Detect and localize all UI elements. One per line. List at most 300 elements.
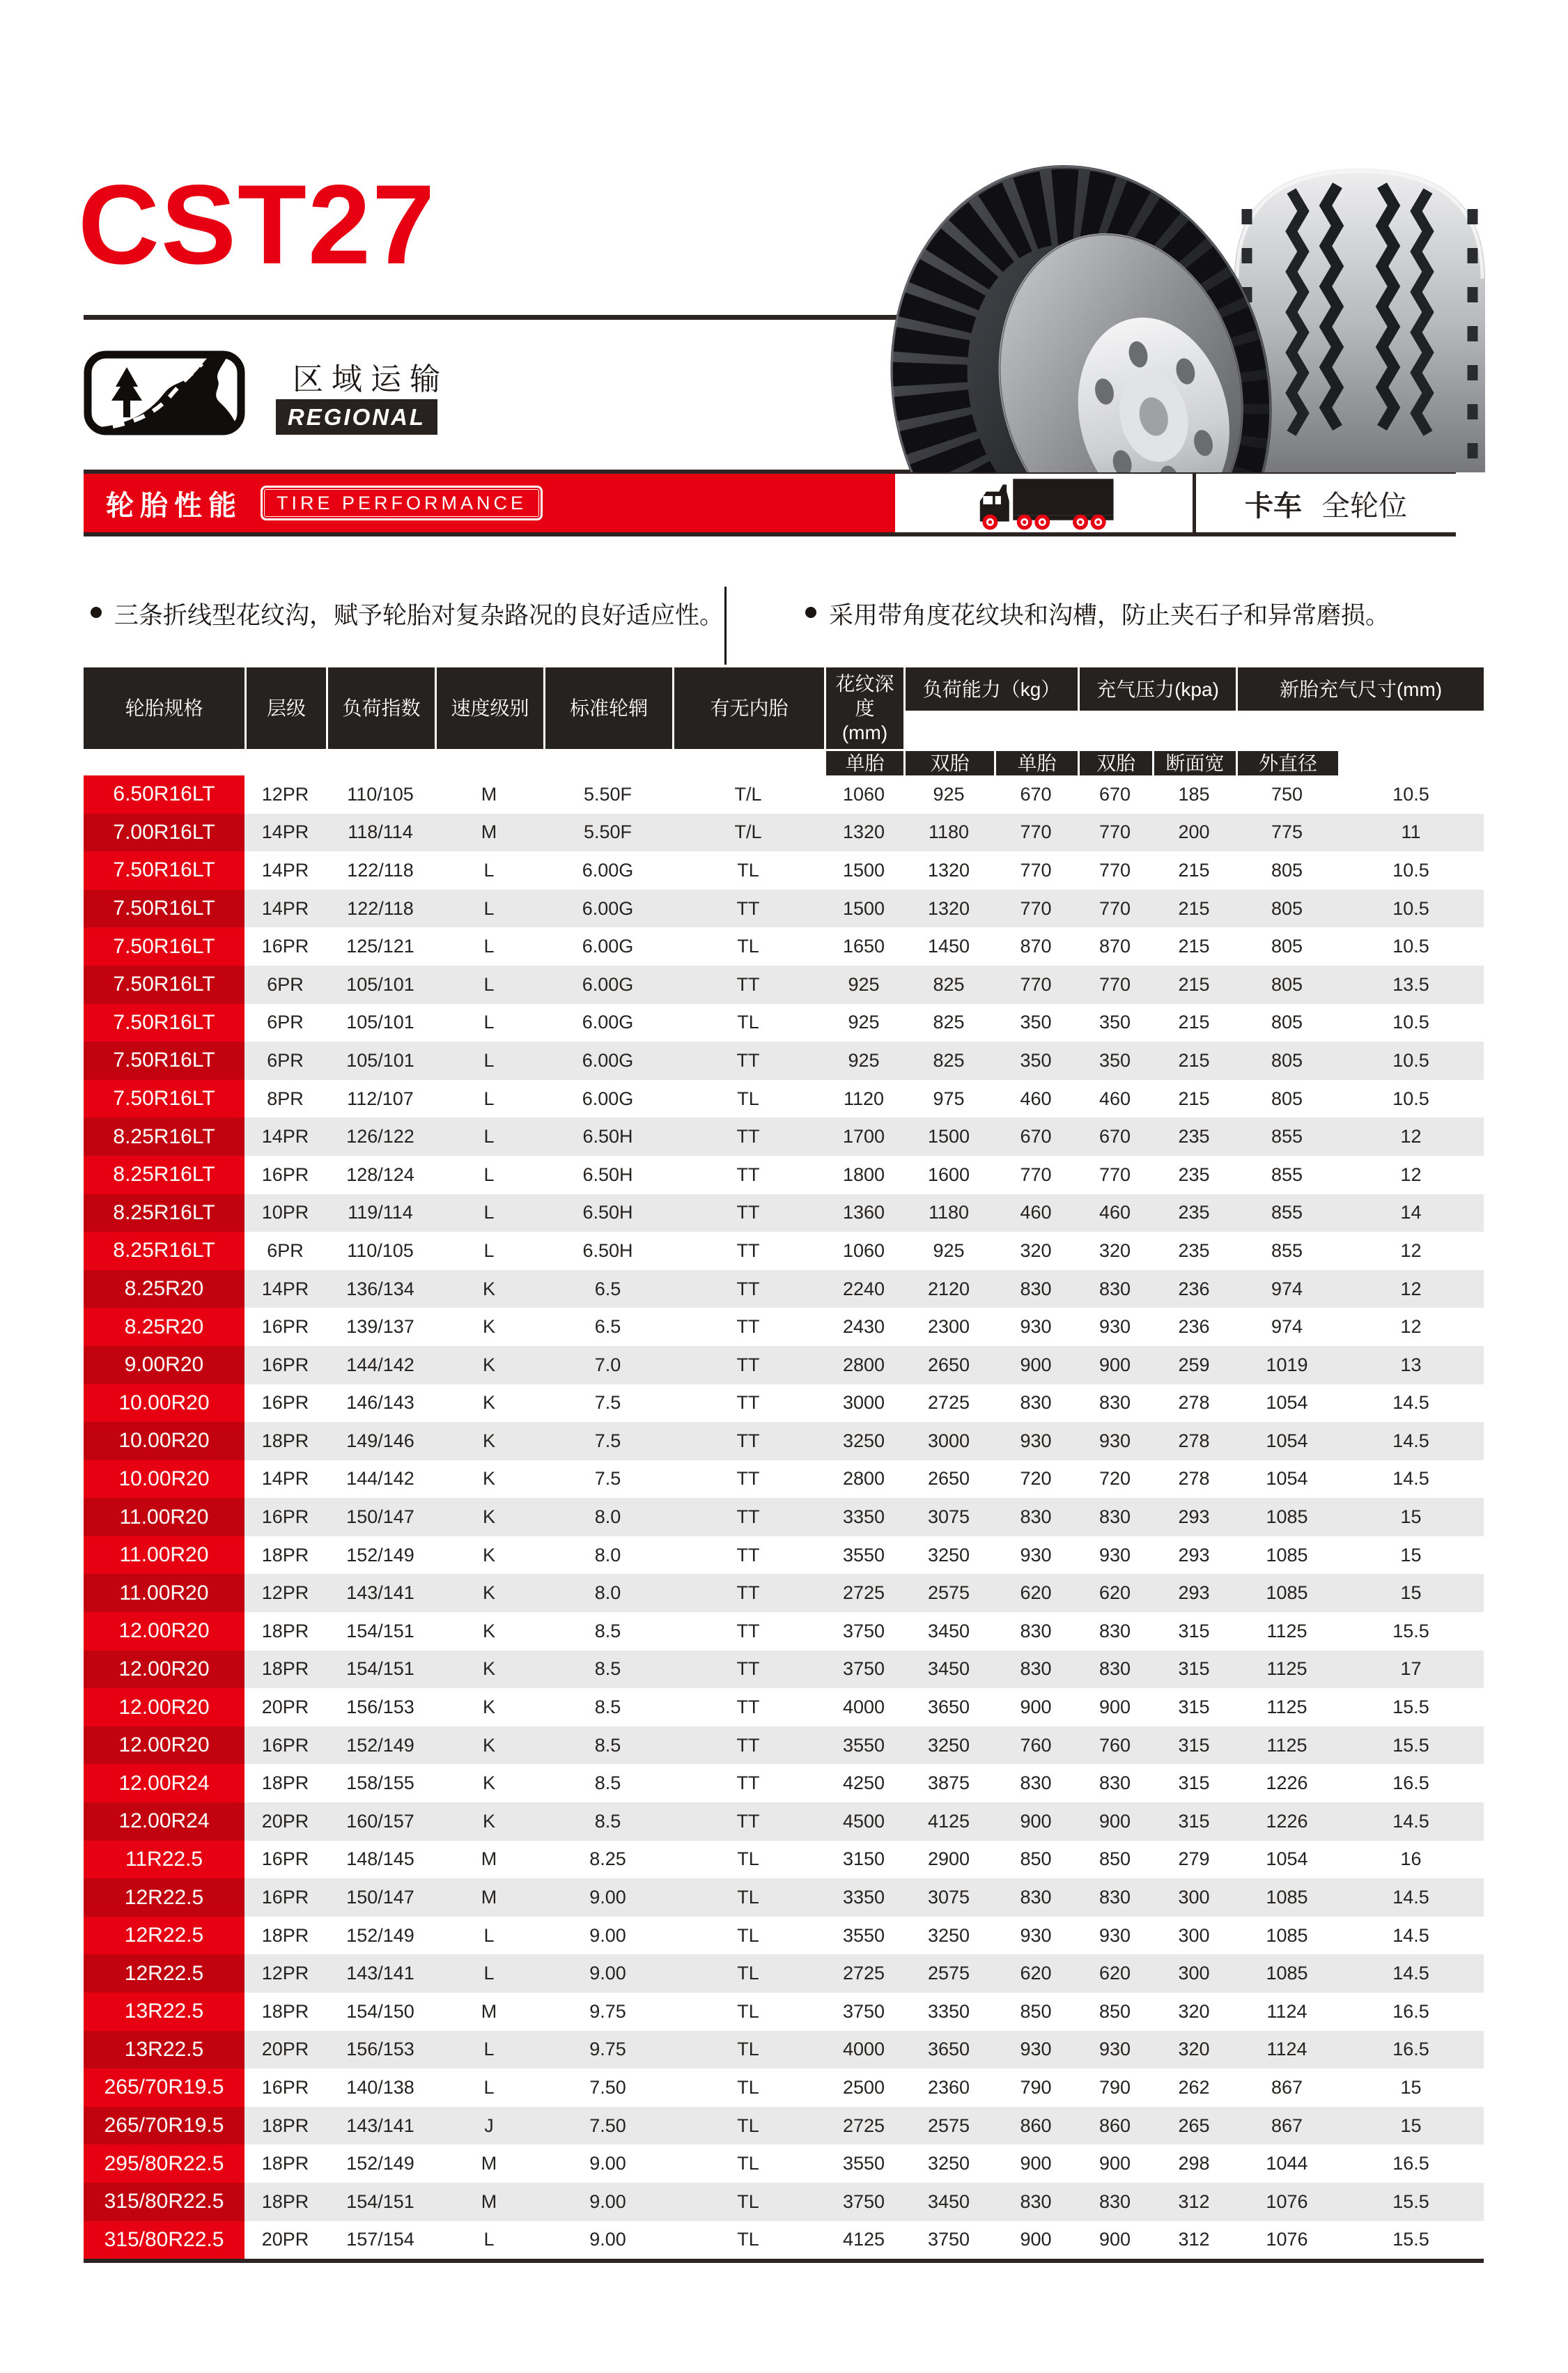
cell-value: TT [736,1468,760,1490]
cell-value: 7.50 [589,2076,626,2098]
cell-value: 770 [1099,897,1131,919]
cell-tire-spec: 11R22.5 [84,1841,244,1879]
cell-value: 16PR [261,936,309,957]
cell-value: 900 [1099,1354,1131,1375]
regional-road-icon [84,350,245,435]
cell-tire-spec: 7.50R16LT [84,966,244,1004]
cell-value: TT [736,1049,760,1071]
cell-value: 620 [1099,1963,1131,1984]
page-title: CST27 [78,162,437,288]
cell-tire-spec: 295/80R22.5 [84,2144,244,2183]
cell-tire-spec: 315/80R22.5 [84,2183,244,2221]
cell-value: 830 [1020,1658,1052,1680]
cell-value: 670 [1099,1126,1131,1147]
wheel-position-label: 全轮位 [1321,489,1407,522]
cell-value: 3250 [927,1924,970,1946]
cell-value: 143/141 [346,1582,414,1604]
cell-value: 7.5 [594,1392,621,1414]
cell-value: 10.5 [1392,783,1429,805]
category-label-cn: 区域运输 [293,362,449,396]
cell-value: 1054 [1266,1468,1308,1490]
cell-value: TT [736,1126,760,1147]
cell-value: 150/147 [346,1887,414,1908]
cell-value: 825 [933,1012,965,1033]
cell-value: 850 [1020,2000,1052,2022]
cell-value: 1320 [927,859,970,881]
cell-value: 215 [1178,973,1210,995]
cell-value: 2120 [927,1278,970,1299]
cell-value: 830 [1099,1506,1131,1528]
cell-value: 930 [1020,1316,1052,1338]
cell-value: 320 [1099,1239,1131,1261]
cell-value: K [482,1468,495,1490]
cell-value: 5.50F [583,821,632,843]
cell-value: 20PR [261,2039,309,2060]
cell-value: 790 [1099,2076,1131,2098]
cell-value: 1600 [927,1164,970,1185]
cell-value: 670 [1099,783,1131,805]
cell-value: TL [737,2153,759,2174]
cell-value: 830 [1020,1772,1052,1794]
cell-value: TL [737,1012,759,1033]
table-row [84,1270,1484,1308]
cell-value: 4000 [842,2039,885,2060]
cell-value: TL [737,1088,759,1109]
cell-value: 16PR [261,1887,309,1908]
cell-value: 315 [1178,1620,1210,1641]
cell-value: 118/114 [348,821,413,843]
cell-value: 1320 [842,821,885,843]
cell-value: 805 [1271,1012,1303,1033]
cell-value: K [482,1620,495,1641]
cell-value: K [482,1772,495,1794]
cell-value: 3000 [842,1392,885,1414]
cell-tire-spec: 12.00R20 [84,1612,244,1651]
cell-value: 8.0 [594,1544,621,1566]
cell-value: 17 [1400,1658,1422,1680]
cell-value: 830 [1020,1392,1052,1414]
cell-value: 1060 [842,1239,885,1261]
cell-tire-spec: 12.00R24 [84,1802,244,1841]
header-press-double: 双胎 [1078,749,1152,775]
tire-product-illustration [872,160,1493,472]
header-speed: 速度级别 [435,667,543,749]
header-ply: 层级 [244,667,326,749]
cell-value: M [481,1848,497,1870]
table-row [84,1194,1484,1232]
table-row [84,1574,1484,1612]
header-load-double: 双胎 [903,749,994,775]
cell-value: 235 [1178,1164,1210,1185]
cell-value: 830 [1099,1278,1131,1299]
header-section-width: 断面宽 [1152,749,1236,775]
cell-value: 350 [1020,1012,1052,1033]
cell-value: 790 [1020,2076,1052,2098]
cell-value: 158/155 [346,1772,414,1794]
feature-item [805,596,1390,631]
cell-value: 140/138 [346,2076,414,2098]
cell-value: 350 [1099,1049,1131,1071]
cell-tire-spec: 8.25R16LT [84,1194,244,1232]
cell-value: L [483,1126,495,1147]
cell-value: 1180 [928,821,970,843]
cell-value: L [483,1164,495,1185]
table-row [84,1651,1484,1689]
cell-value: 460 [1099,1088,1131,1109]
cell-value: 10.5 [1392,1012,1429,1033]
cell-value: M [481,821,497,843]
table-row [84,1118,1484,1156]
cell-value: 6.5 [594,1316,621,1338]
cell-value: M [481,2190,497,2212]
cell-value: 830 [1020,1506,1052,1528]
cell-value: 6.00G [582,1049,634,1071]
cell-tire-spec: 11.00R20 [84,1536,244,1575]
cell-value: 16.5 [1392,2000,1429,2022]
cell-value: 312 [1178,2190,1210,2212]
cell-value: 770 [1020,897,1052,919]
cell-value: 16PR [261,1392,309,1414]
cell-value: K [482,1354,495,1375]
table-row [84,1802,1484,1841]
table-row [84,927,1484,966]
cell-tire-spec: 8.25R20 [84,1270,244,1308]
cell-value: 112/107 [347,1088,414,1109]
cell-value: 974 [1271,1316,1303,1338]
cell-value: 3250 [927,1544,970,1566]
table-row [84,890,1484,928]
cell-value: 1019 [1266,1354,1308,1375]
cell-value: K [482,1734,495,1756]
cell-value: 1700 [842,1126,885,1147]
feature-divider [724,587,727,665]
cell-value: TT [736,1734,760,1756]
header-outer-diameter: 外直径 [1236,749,1338,775]
cell-value: 139/137 [346,1316,414,1338]
table-row [84,2107,1484,2145]
cell-value: 293 [1178,1506,1210,1528]
cell-value: 1124 [1266,2039,1307,2060]
cell-value: 805 [1271,859,1303,881]
cell-value: 105/101 [346,973,414,995]
cell-value: 900 [1020,2229,1052,2250]
cell-value: 136/134 [346,1278,414,1299]
cell-value: 293 [1178,1582,1210,1604]
cell-value: 460 [1020,1202,1052,1223]
cell-tire-spec: 265/70R19.5 [84,2107,244,2145]
cell-value: 105/101 [346,1012,414,1033]
cell-value: 930 [1020,1430,1052,1451]
cell-value: 215 [1178,936,1210,957]
table-row [84,1498,1484,1536]
header-load-index: 负荷指数 [326,667,435,749]
cell-value: 18PR [261,1772,309,1794]
cell-value: 3350 [927,2000,970,2022]
cell-value: L [483,1012,495,1033]
cell-value: 300 [1178,1963,1210,1984]
cell-value: 830 [1099,1392,1131,1414]
cell-tire-spec: 7.50R16LT [84,1042,244,1080]
cell-value: 8.5 [594,1772,621,1794]
cell-tire-spec: 13R22.5 [84,2031,244,2069]
table-row [84,1308,1484,1346]
cell-value: 185 [1178,783,1210,805]
cell-value: K [482,1278,495,1299]
cell-value: 4125 [927,1810,970,1832]
cell-value: TL [737,2039,759,2060]
header-rim: 标准轮辋 [543,667,672,749]
cell-value: 930 [1099,1544,1131,1566]
cell-value: K [482,1506,495,1528]
cell-value: 15 [1400,1582,1422,1604]
cell-value: T/L [734,821,762,843]
table-row [84,1232,1484,1270]
cell-value: 1054 [1266,1848,1308,1870]
cell-tire-spec: 10.00R20 [84,1422,244,1460]
cell-value: 770 [1020,859,1052,881]
cell-value: 18PR [261,1430,309,1451]
cell-value: 805 [1271,897,1303,919]
cell-value: 670 [1020,783,1052,805]
table-row [84,1080,1484,1118]
cell-value: 18PR [261,1620,309,1641]
cell-value: 8.5 [594,1696,621,1718]
cell-value: 12 [1400,1278,1422,1299]
header-load-single: 单胎 [824,749,903,775]
cell-value: TL [737,1848,759,1870]
header-depth: 花纹深度 (mm) [824,667,903,749]
cell-value: TL [737,2076,759,2098]
cell-value: 298 [1178,2153,1210,2174]
cell-value: TT [736,1772,760,1794]
cell-value: 152/149 [346,1924,414,1946]
cell-value: 10.5 [1392,859,1429,881]
table-row [84,1536,1484,1575]
cell-value: 867 [1271,2115,1303,2136]
cell-value: 119/114 [348,1202,413,1223]
cell-value: 7.50 [589,2115,626,2136]
cell-value: 3550 [842,2153,885,2174]
cell-value: 1500 [842,859,885,881]
performance-banner [84,470,1456,536]
cell-value: 14PR [261,1126,309,1147]
cell-value: 154/150 [346,2000,414,2022]
cell-value: 805 [1271,1049,1303,1071]
cell-value: L [483,1963,495,1984]
cell-value: 3875 [927,1772,970,1794]
cell-value: TT [736,1544,760,1566]
cell-value: 14.5 [1392,1468,1429,1490]
cell-value: 900 [1020,1696,1052,1718]
cell-value: 13 [1400,1354,1422,1375]
cell-value: TT [736,1696,760,1718]
cell-value: 105/101 [346,1049,414,1071]
cell-value: TL [737,2115,759,2136]
cell-value: 4000 [842,1696,885,1718]
cell-value: 300 [1178,1887,1210,1908]
cell-value: TL [737,1887,759,1908]
cell-value: 14PR [261,859,309,881]
table-row [84,1688,1484,1726]
cell-value: 16PR [261,1848,309,1870]
cell-value: 14.5 [1392,1392,1429,1414]
cell-value: 1085 [1266,1506,1308,1528]
cell-value: 3750 [842,1620,885,1641]
cell-value: 9.00 [589,2190,626,2212]
cell-value: 6.00G [582,1088,634,1109]
cell-value: 900 [1099,1810,1131,1832]
cell-value: 122/118 [347,897,414,919]
cell-value: 125/121 [346,936,414,957]
cell-value: 315 [1178,1734,1210,1756]
cell-value: 18PR [261,2190,309,2212]
cell-value: 160/157 [346,1810,414,1832]
table-row [84,1346,1484,1384]
cell-value: 2240 [842,1278,885,1299]
cell-value: 110/105 [347,1239,414,1261]
cell-value: L [483,2229,495,2250]
cell-value: 14.5 [1392,1430,1429,1451]
cell-tire-spec: 7.50R16LT [84,1080,244,1118]
cell-value: 930 [1099,2039,1131,2060]
cell-value: 7.0 [594,1354,621,1375]
cell-value: 14.5 [1392,1924,1429,1946]
truck-icon-cell [895,474,1193,532]
cell-value: 279 [1178,1848,1210,1870]
cell-value: TT [736,1506,760,1528]
cell-value: 10.5 [1392,936,1429,957]
cell-value: 850 [1020,1848,1052,1870]
cell-value: 128/124 [346,1164,414,1185]
cell-tire-spec: 7.00R16LT [84,814,244,852]
cell-value: 18PR [261,1924,309,1946]
cell-value: 122/118 [347,859,414,881]
cell-value: K [482,1544,495,1566]
cell-value: 156/153 [346,1696,414,1718]
cell-value: TT [736,1278,760,1299]
cell-value: 1060 [842,783,885,805]
cell-value: 1076 [1266,2190,1308,2212]
cell-tire-spec: 11.00R20 [84,1574,244,1612]
cell-value: L [483,1202,495,1223]
cell-value: TL [737,1924,759,1946]
cell-value: 1125 [1266,1734,1307,1756]
cell-value: 18PR [261,1658,309,1680]
cell-value: 300 [1178,1924,1210,1946]
cell-value: TL [737,2229,759,2250]
cell-value: TT [736,1810,760,1832]
cell-value: 930 [1020,1924,1052,1946]
cell-value: 20PR [261,2229,309,2250]
cell-value: 6PR [267,1012,304,1033]
cell-value: M [481,2153,497,2174]
cell-value: 6PR [267,973,304,995]
cell-value: TT [736,1582,760,1604]
cell-value: 15.5 [1392,2190,1429,2212]
cell-tire-spec: 10.00R20 [84,1384,244,1423]
cell-value: 770 [1099,859,1131,881]
cell-value: 2800 [842,1354,885,1375]
cell-value: 320 [1178,2039,1210,2060]
cell-value: 2725 [842,1582,885,1604]
cell-value: 870 [1099,936,1131,957]
cell-value: TT [736,1620,760,1641]
cell-value: TT [736,1392,760,1414]
performance-banner-red [84,474,895,532]
cell-value: 6.50H [582,1239,633,1261]
cell-value: 215 [1178,1049,1210,1071]
cell-tire-spec: 10.00R20 [84,1460,244,1499]
cell-value: L [483,936,495,957]
table-row [84,1726,1484,1765]
cell-value: 805 [1271,1088,1303,1109]
table-row [84,1004,1484,1042]
cell-value: 315 [1178,1658,1210,1680]
cell-value: 5.50F [583,783,632,805]
cell-value: 15 [1400,1544,1422,1566]
cell-tire-spec: 12R22.5 [84,1917,244,1955]
cell-value: 2650 [927,1468,970,1490]
table-row [84,2069,1484,2107]
cell-value: 925 [933,783,965,805]
cell-value: 2575 [927,1582,970,1604]
cell-value: 830 [1099,1887,1131,1908]
cell-value: 805 [1271,936,1303,957]
cell-value: 830 [1020,2190,1052,2212]
cell-value: 156/153 [346,2039,414,2060]
feature-text: 三条折线型花纹沟，赋予轮胎对复杂路况的良好适应性。 [114,602,724,629]
table-row [84,1878,1484,1917]
cell-value: 930 [1020,2039,1052,2060]
table-row [84,1764,1484,1802]
cell-value: 825 [933,1049,965,1071]
cell-value: L [483,897,495,919]
cell-value: 12PR [261,1582,309,1604]
cell-value: 293 [1178,1544,1210,1566]
cell-value: 6PR [267,1049,304,1071]
performance-title-cn: 轮胎性能 [106,490,242,521]
cell-value: K [482,1696,495,1718]
cell-value: 20PR [261,1810,309,1832]
cell-value: 867 [1271,2076,1303,2098]
cell-value: 1085 [1266,1544,1308,1566]
cell-value: 1044 [1266,2153,1308,2174]
cell-value: 2360 [927,2076,970,2098]
cell-value: 3250 [842,1430,885,1451]
cell-value: 770 [1099,1164,1131,1185]
cell-value: 2430 [842,1316,885,1338]
cell-value: L [483,1924,495,1946]
cell-value: L [483,2039,495,2060]
table-row [84,775,1484,814]
vehicle-type-label: 卡车 [1245,489,1302,522]
cell-value: 18PR [261,2000,309,2022]
cell-value: 2650 [927,1354,970,1375]
table-row [84,1612,1484,1651]
cell-value: 16 [1400,1848,1422,1870]
cell-tire-spec: 8.25R16LT [84,1156,244,1194]
cell-value: TL [737,2000,759,2022]
cell-value: 154/151 [346,1658,414,1680]
cell-value: L [483,859,495,881]
cell-value: 10.5 [1392,1049,1429,1071]
cell-value: 900 [1099,1696,1131,1718]
cell-value: 3075 [927,1887,970,1908]
cell-value: 830 [1099,1658,1131,1680]
bullet-icon [805,607,816,618]
cell-value: 9.00 [589,1887,626,1908]
cell-tire-spec: 9.00R20 [84,1346,244,1384]
